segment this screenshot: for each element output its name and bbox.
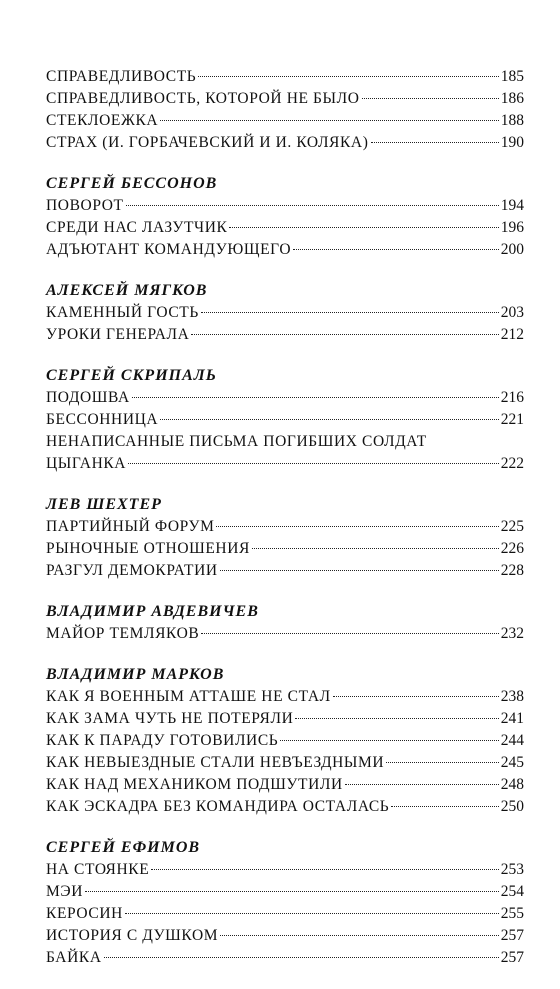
page-number: 245 xyxy=(500,754,524,771)
page-number: 254 xyxy=(500,883,524,900)
dot-leader xyxy=(362,98,499,99)
toc-entry xyxy=(46,217,524,239)
dot-leader xyxy=(85,891,499,892)
toc-entry xyxy=(46,431,524,453)
page-number: 221 xyxy=(500,411,524,428)
dot-leader xyxy=(128,463,499,464)
toc-entry xyxy=(46,796,524,818)
dot-leader xyxy=(220,570,499,571)
page-number: 188 xyxy=(500,112,524,129)
dot-leader xyxy=(160,120,499,121)
page-number: 253 xyxy=(500,861,524,878)
author-heading: АЛЕКСЕЙ МЯГКОВ xyxy=(46,282,208,299)
toc-sections xyxy=(46,66,524,969)
dot-leader xyxy=(201,312,499,313)
author-heading: ВЛАДИМИР МАРКОВ xyxy=(46,666,225,683)
toc-entry xyxy=(46,925,524,947)
dot-leader xyxy=(295,718,498,719)
entry-title: КАК К ПАРАДУ ГОТОВИЛИСЬ xyxy=(46,732,279,749)
dot-leader xyxy=(151,869,498,870)
entry-title: СТЕКЛОЕЖКА xyxy=(46,112,159,129)
entry-title: РАЗГУЛ ДЕМОКРАТИИ xyxy=(46,562,218,579)
toc-entry xyxy=(46,409,524,431)
page-number: 200 xyxy=(500,241,524,258)
entry-title: СТРАХ (И. ГОРБАЧЕВСКИЙ И И. КОЛЯКА) xyxy=(46,134,369,151)
toc-entry xyxy=(46,774,524,796)
page-number: 244 xyxy=(500,732,524,749)
page-number: 226 xyxy=(500,540,524,557)
entry-title: ПОДОШВА xyxy=(46,389,130,406)
author-heading: ЛЕВ ШЕХТЕР xyxy=(46,496,162,513)
toc-entry xyxy=(46,623,524,645)
entry-title: УРОКИ ГЕНЕРАЛА xyxy=(46,326,190,343)
dot-leader xyxy=(371,142,499,143)
entry-title: СПРАВЕДЛИВОСТЬ, КОТОРОЙ НЕ БЫЛО xyxy=(46,90,360,107)
toc-section xyxy=(46,495,524,582)
page-number: 216 xyxy=(500,389,524,406)
entry-title: ПАРТИЙНЫЙ ФОРУМ xyxy=(46,518,215,535)
toc-entry xyxy=(46,708,524,730)
toc-entry xyxy=(46,66,524,88)
dot-leader xyxy=(216,526,498,527)
dot-leader xyxy=(198,76,498,77)
dot-leader xyxy=(252,548,499,549)
dot-leader xyxy=(125,913,499,914)
page-number: 194 xyxy=(500,197,524,214)
page-number: 196 xyxy=(500,219,524,236)
dot-leader xyxy=(280,740,498,741)
author-heading: СЕРГЕЙ ЕФИМОВ xyxy=(46,839,201,856)
author-heading: ВЛАДИМИР АВДЕВИЧЕВ xyxy=(46,603,259,620)
toc-entry xyxy=(46,859,524,881)
toc-section xyxy=(46,174,524,261)
page-number: 186 xyxy=(500,90,524,107)
page-number: 241 xyxy=(500,710,524,727)
toc-section xyxy=(46,281,524,346)
page-number: 232 xyxy=(500,625,524,642)
toc-entry xyxy=(46,538,524,560)
toc-entry xyxy=(46,195,524,217)
toc-entry xyxy=(46,324,524,346)
toc-section xyxy=(46,665,524,818)
page-number: 190 xyxy=(500,134,524,151)
dot-leader xyxy=(386,762,499,763)
page-number: 203 xyxy=(500,304,524,321)
entry-title: НА СТОЯНКЕ xyxy=(46,861,150,878)
toc-entry xyxy=(46,453,524,475)
toc-entry xyxy=(46,516,524,538)
author-heading: СЕРГЕЙ СКРИПАЛЬ xyxy=(46,367,217,384)
dot-leader xyxy=(293,249,499,250)
entry-title: СРЕДИ НАС ЛАЗУТЧИК xyxy=(46,219,228,236)
toc-entry xyxy=(46,132,524,154)
toc-entry xyxy=(46,239,524,261)
entry-title: КАК Я ВОЕННЫМ АТТАШЕ НЕ СТАЛ xyxy=(46,688,331,705)
entry-title: МАЙОР ТЕМЛЯКОВ xyxy=(46,625,200,642)
toc-entry xyxy=(46,752,524,774)
toc-section xyxy=(46,366,524,475)
toc-section xyxy=(46,602,524,645)
page-number: 185 xyxy=(500,68,524,85)
dot-leader xyxy=(333,696,499,697)
dot-leader xyxy=(391,806,498,807)
toc-entry xyxy=(46,110,524,132)
toc-entry xyxy=(46,88,524,110)
author-heading: СЕРГЕЙ БЕССОНОВ xyxy=(46,175,218,192)
page-number: 248 xyxy=(500,776,524,793)
dot-leader xyxy=(104,957,499,958)
page-number: 212 xyxy=(500,326,524,343)
toc-entry xyxy=(46,302,524,324)
entry-title: ЦЫГАНКА xyxy=(46,455,127,472)
page-number: 257 xyxy=(500,949,524,966)
dot-leader xyxy=(201,633,498,634)
toc-entry xyxy=(46,730,524,752)
dot-leader xyxy=(229,227,498,228)
entry-title: СПРАВЕДЛИВОСТЬ xyxy=(46,68,197,85)
entry-title: КАК ЗАМА ЧУТЬ НЕ ПОТЕРЯЛИ xyxy=(46,710,294,727)
dot-leader xyxy=(345,784,499,785)
page-number: 238 xyxy=(500,688,524,705)
toc-entry xyxy=(46,947,524,969)
dot-leader xyxy=(220,935,499,936)
table-of-contents xyxy=(46,66,524,989)
entry-title: ИСТОРИЯ С ДУШКОМ xyxy=(46,927,219,944)
entry-title: АДЪЮТАНТ КОМАНДУЮЩЕГО xyxy=(46,241,292,258)
toc-section xyxy=(46,838,524,969)
toc-entry xyxy=(46,387,524,409)
entry-title: КЕРОСИН xyxy=(46,905,123,922)
entry-title: ПОВОРОТ xyxy=(46,197,124,214)
page-number: 255 xyxy=(500,905,524,922)
entry-title: БАЙКА xyxy=(46,949,102,966)
page-number: 257 xyxy=(500,927,524,944)
toc-entry xyxy=(46,686,524,708)
entry-title: РЫНОЧНЫЕ ОТНОШЕНИЯ xyxy=(46,540,250,557)
entry-title: КАК НАД МЕХАНИКОМ ПОДШУТИЛИ xyxy=(46,776,343,793)
entry-title: НЕНАПИСАННЫЕ ПИСЬМА ПОГИБШИХ СОЛДАТ xyxy=(46,433,427,450)
toc-entry xyxy=(46,881,524,903)
toc-section xyxy=(46,66,524,154)
page-number: 222 xyxy=(500,455,524,472)
entry-title: КАК ЭСКАДРА БЕЗ КОМАНДИРА ОСТАЛАСЬ xyxy=(46,798,390,815)
page-number: 225 xyxy=(500,518,524,535)
toc-entry xyxy=(46,560,524,582)
page-number: 228 xyxy=(500,562,524,579)
toc-entry xyxy=(46,903,524,925)
entry-title: МЭИ xyxy=(46,883,84,900)
entry-title: КАМЕННЫЙ ГОСТЬ xyxy=(46,304,199,321)
dot-leader xyxy=(126,205,499,206)
entry-title: БЕССОННИЦА xyxy=(46,411,159,428)
dot-leader xyxy=(160,419,499,420)
entry-title: КАК НЕВЫЕЗДНЫЕ СТАЛИ НЕВЪЕЗДНЫМИ xyxy=(46,754,385,771)
dot-leader xyxy=(191,334,498,335)
dot-leader xyxy=(132,397,499,398)
page-number: 250 xyxy=(500,798,524,815)
